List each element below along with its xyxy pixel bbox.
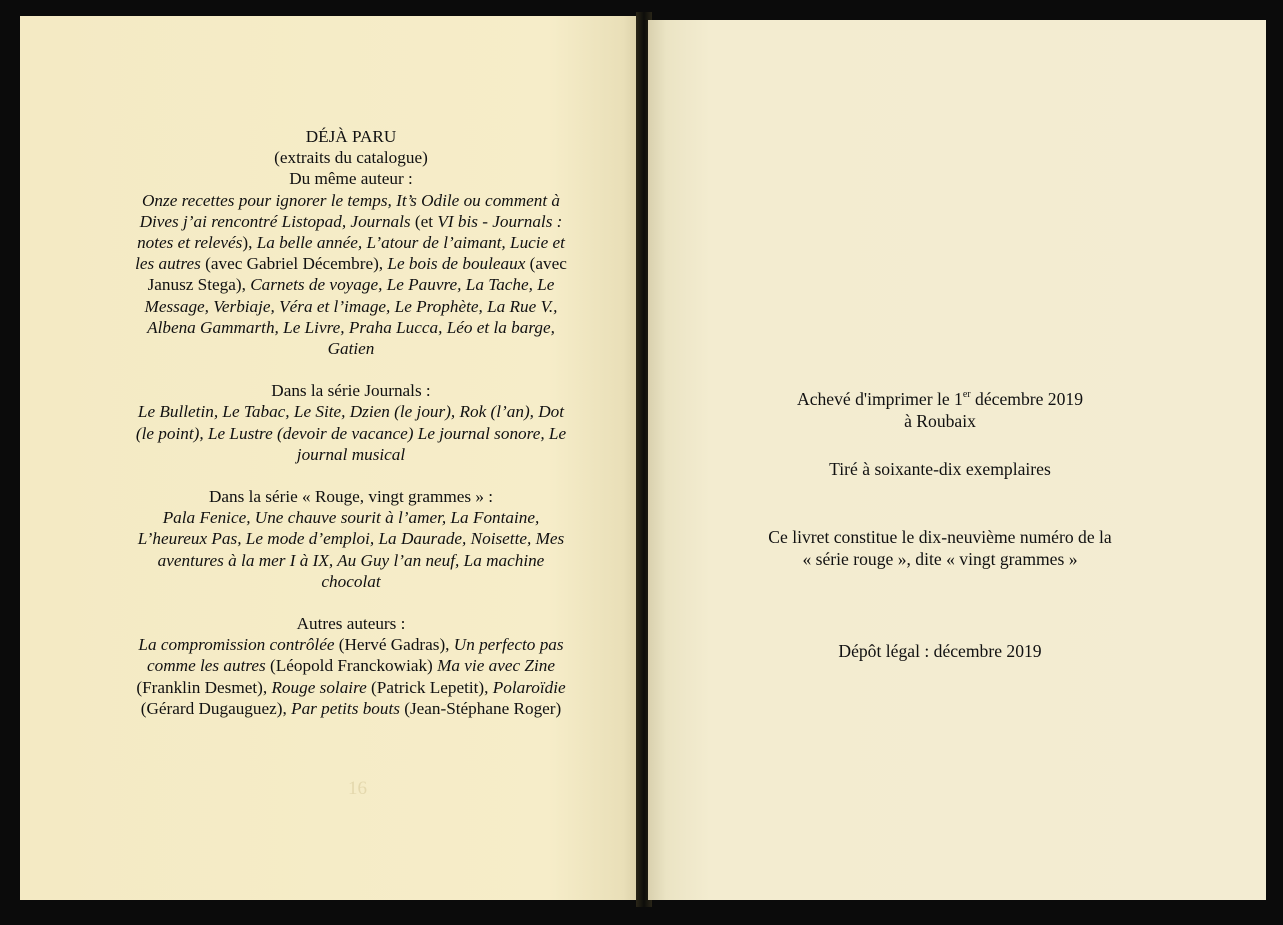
work-run: Ma vie avec Zine	[437, 656, 555, 676]
work-run: (avec Janusz Stega),	[147, 254, 567, 295]
printing-place: à Roubaix	[904, 411, 976, 431]
work-run: VI bis - Journals : notes et relevés	[137, 211, 563, 253]
other-authors-label: Autres auteurs :	[296, 614, 406, 634]
series-statement-line-1: Ce livret constitue le dix-neuvième numéro de la	[768, 527, 1112, 547]
work-run: Le bois de bouleaux	[387, 254, 526, 274]
work-run: ),	[242, 233, 257, 253]
printing-date-text: Achevé d'imprimer le 1	[797, 389, 963, 409]
work-run: La belle année, L’atour de l’aimant, Lucie et les autres	[135, 233, 565, 274]
work-run: Onze recettes pour ignorer le temps, It’s Odile ou comment à Dives j’ai rencontré Listopad, Journals	[139, 190, 560, 231]
work-run: (Gérard Dugauguez),	[140, 698, 292, 718]
journals-label: Dans la série Journals :	[271, 381, 431, 401]
printing-date	[736, 388, 1144, 410]
work-run: Par petits bouts	[291, 698, 400, 718]
work-run: (Léopold Franckowiak)	[265, 656, 438, 676]
show-through-page-number: 16	[348, 778, 367, 799]
work-run: (Hervé Gadras),	[334, 635, 454, 655]
catalogue-subheading: (extraits du catalogue)	[274, 148, 428, 168]
work-run: (et	[410, 211, 438, 231]
rouge-series-works: Pala Fenice, Une chauve sourit à l’amer, La Fontaine, L’heureux Pas, Le mode d’emploi, La Daurade, Noisette, Mes aventures à la mer I à IX, Au Guy l’an neuf, La machine chocolat	[137, 508, 565, 591]
same-author-works	[128, 190, 574, 360]
work-run: Un perfecto pas comme les autres	[147, 635, 564, 676]
print-run: Tiré à soixante-dix exemplaires	[829, 459, 1051, 479]
journals-works: Le Bulletin, Le Tabac, Le Site, Dzien (le jour), Rok (l’an), Dot (le point), Le Lustre (devoir de vacance) Le journal sonore, Le journal musical	[135, 402, 567, 464]
rouge-series-label: Dans la série « Rouge, vingt grammes » :	[208, 487, 493, 507]
ordinal-suffix: er	[962, 389, 971, 401]
series-statement-line-2: « série rouge », dite « vingt grammes »	[802, 549, 1078, 569]
other-authors-works	[128, 634, 574, 719]
work-run: Polaroïdie	[492, 677, 566, 697]
work-run: (Jean-Stéphane Roger)	[399, 698, 562, 718]
work-run: La compromission contrôlée	[138, 635, 335, 655]
left-page	[20, 16, 642, 900]
work-run: (Franklin Desmet),	[136, 677, 272, 697]
work-run: (Patrick Lepetit),	[366, 677, 493, 697]
work-run: Carnets de voyage, Le Pauvre, La Tache, Le Message, Verbiaje, Véra et l’image, Le Prophète, La Rue V., Albena Gammarth, Le Livre, Praha Lucca, Léo et la barge, Gatien	[144, 275, 558, 359]
printing-date-tail: décembre 2019	[970, 389, 1083, 409]
same-author-label: Du même auteur :	[289, 169, 413, 189]
colophon-block	[736, 388, 1144, 662]
catalogue-block	[128, 126, 574, 719]
right-page	[648, 20, 1266, 900]
catalogue-heading: DÉJÀ PARU	[305, 127, 397, 146]
work-run: Rouge solaire	[271, 677, 367, 697]
legal-deposit: Dépôt légal : décembre 2019	[838, 641, 1042, 661]
work-run: (avec Gabriel Décembre),	[200, 254, 388, 274]
